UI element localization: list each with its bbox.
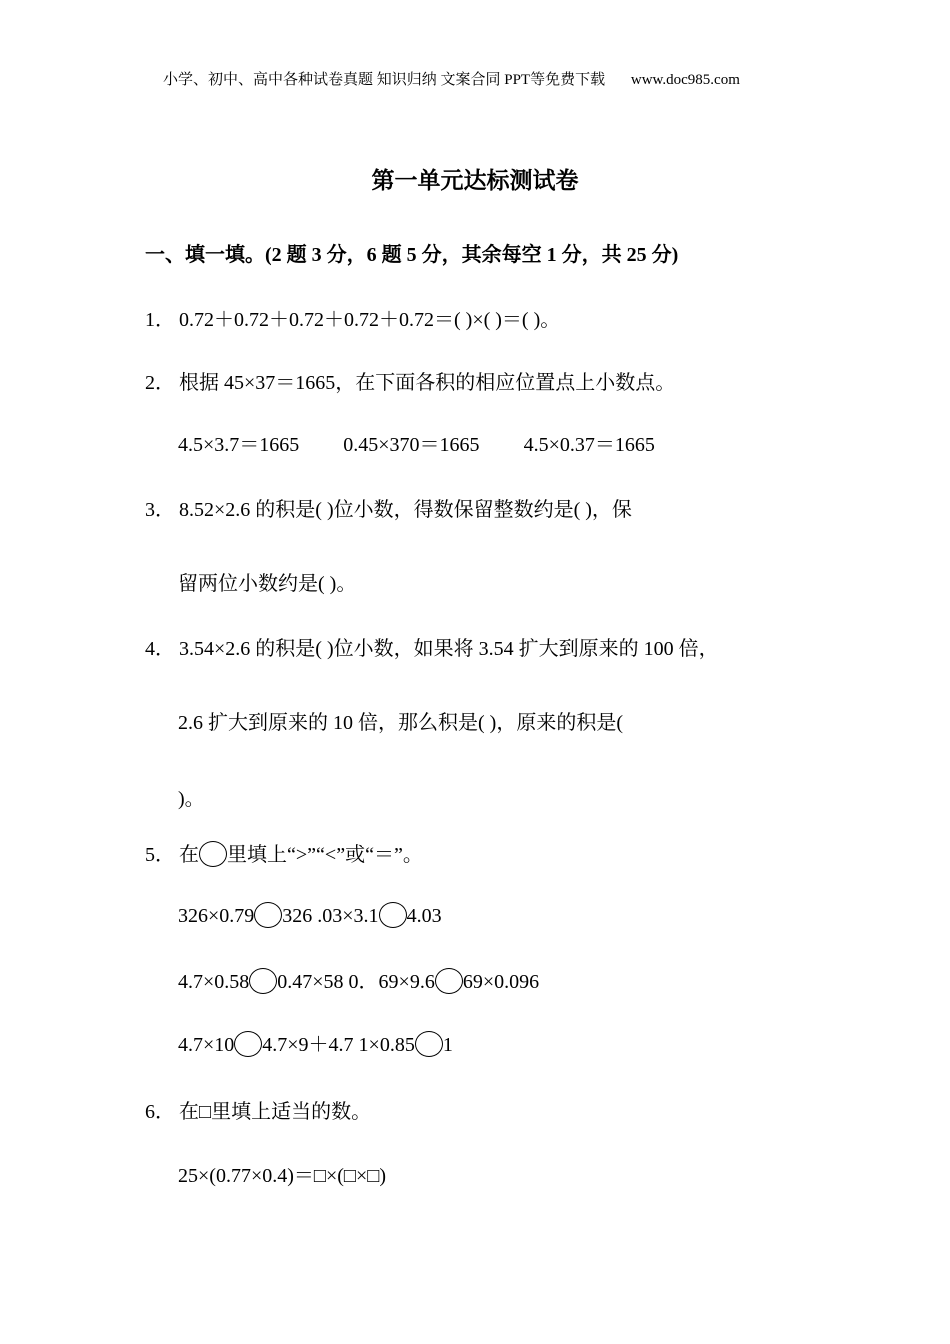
compare-row-2 — [178, 965, 539, 994]
page-header — [163, 68, 740, 89]
compare-row-3 — [178, 1028, 453, 1057]
question-text: 在□里填上适当的数。 — [179, 1101, 372, 1123]
header-url[interactable]: www.doc985.com — [630, 72, 740, 88]
product-item: 4.5×0.37＝1665 — [523, 434, 655, 456]
question-text-pre: 在 — [179, 844, 199, 866]
question-number: 5． — [145, 844, 175, 866]
compare-circle-icon — [199, 841, 227, 867]
compare-expr: 69×0.096 — [462, 971, 540, 993]
header-text: 小学、初中、高中各种试卷真题 知识归纳 文案合同 PPT等免费下载 — [163, 72, 606, 88]
question-number: 1． — [145, 309, 175, 331]
question-text: 根据 45×37＝1665，在下面各积的相应位置点上小数点。 — [179, 372, 676, 394]
compare-expr: 326 .03×3.1 — [282, 905, 379, 927]
question-number: 6． — [145, 1101, 175, 1123]
compare-expr: 4.03 — [406, 905, 442, 927]
compare-row-1 — [178, 902, 442, 928]
question-4-cont: 2.6 扩大到原来的 10 倍，那么积是( )，原来的积是( — [178, 712, 623, 734]
question-number: 2． — [145, 372, 175, 394]
compare-blank[interactable] — [415, 1031, 443, 1057]
question-6 — [145, 1095, 371, 1124]
compare-expr: 4.7×0.58 — [178, 971, 250, 993]
product-item: 4.5×3.7＝1665 — [178, 434, 300, 456]
compare-blank[interactable] — [234, 1031, 262, 1057]
question-3-cont: 留两位小数约是( )。 — [178, 573, 357, 595]
question-text: 0.72＋0.72＋0.72＋0.72＋0.72＝( )×( )＝( )。 — [179, 309, 561, 331]
compare-expr: 0.47×58 0．69×9.6 — [277, 971, 435, 993]
question-4 — [145, 632, 719, 661]
question-5 — [145, 838, 423, 867]
compare-blank[interactable] — [379, 902, 407, 928]
compare-blank[interactable] — [254, 902, 282, 928]
question-number: 4． — [145, 638, 175, 660]
question-6-expr: 25×(0.77×0.4)＝□×(□×□) — [178, 1165, 386, 1187]
compare-expr: 4.7×10 — [178, 1034, 235, 1056]
section-heading: 一、填一填。(2 题 3 分，6 题 5 分，其余每空 1 分，共 25 分) — [145, 244, 679, 266]
compare-expr: 4.7×9＋4.7 1×0.85 — [262, 1034, 415, 1056]
question-2 — [145, 366, 675, 395]
question-3 — [145, 493, 632, 522]
question-1 — [145, 303, 560, 332]
question-text: 8.52×2.6 的积是( )位小数，得数保留整数约是( )，保 — [179, 499, 632, 521]
compare-blank[interactable] — [435, 968, 463, 994]
compare-blank[interactable] — [249, 968, 277, 994]
product-item: 0.45×370＝1665 — [343, 434, 480, 456]
page-title: 第一单元达标测试卷 — [371, 168, 579, 194]
question-text: 里填上“>”“<”或“＝”。 — [227, 844, 423, 866]
question-2-items — [178, 428, 655, 457]
question-4-end: )。 — [178, 788, 205, 810]
compare-expr: 1 — [442, 1034, 453, 1056]
compare-expr: 326×0.79 — [178, 905, 255, 927]
question-number: 3． — [145, 499, 175, 521]
question-text: 3.54×2.6 的积是( )位小数，如果将 3.54 扩大到原来的 100 倍， — [179, 638, 719, 660]
